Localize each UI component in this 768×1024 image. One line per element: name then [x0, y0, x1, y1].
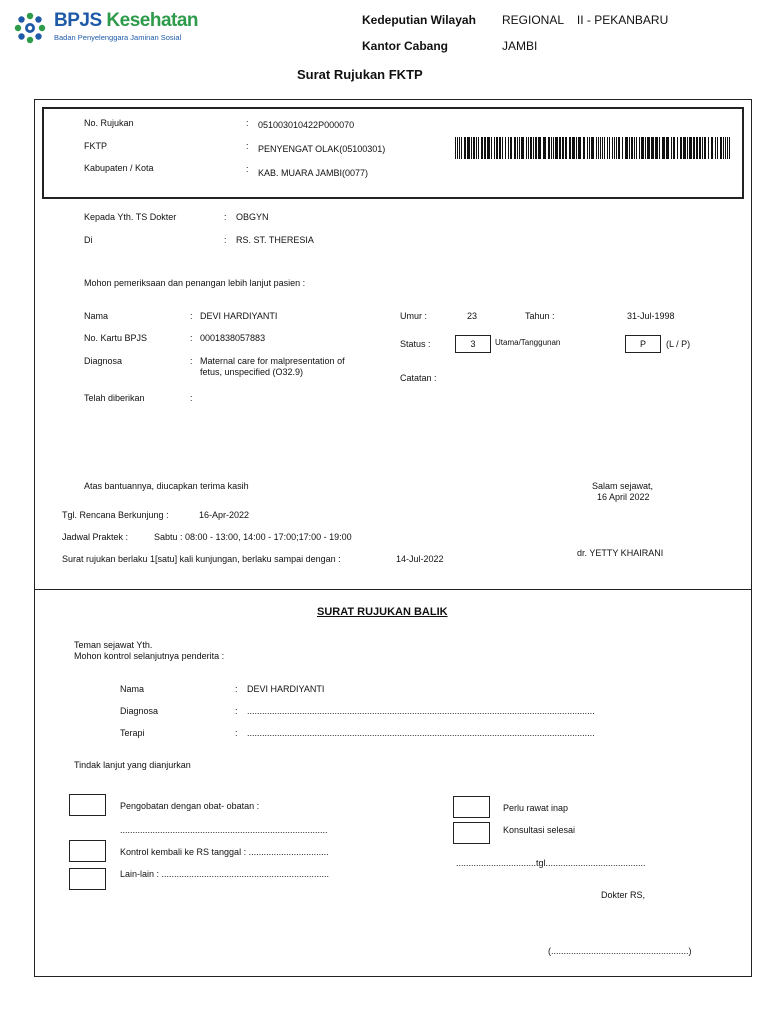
- lain-checkbox[interactable]: [69, 868, 106, 890]
- bpjs-logo-icon: [14, 12, 46, 44]
- kabupaten-label: Kabupaten / Kota: [84, 163, 154, 173]
- diagnosa-line2: fetus, unspecified (O32.9): [200, 367, 304, 377]
- barcode-bar: [702, 137, 703, 159]
- balik-diagnosa-dots: ...........................................................................................................................................: [247, 706, 595, 716]
- barcode-bar: [600, 137, 601, 159]
- barcode-bar: [464, 137, 466, 159]
- colon: :: [190, 311, 193, 321]
- barcode-bar: [461, 137, 462, 159]
- barcode-bar: [502, 137, 503, 159]
- thanks-text: Atas bantuannya, diucapkan terima kasih: [84, 481, 249, 491]
- barcode-bar: [612, 137, 613, 159]
- section-divider: [34, 589, 751, 590]
- konsultasi-checkbox[interactable]: [453, 822, 490, 844]
- barcode-bar: [683, 137, 686, 159]
- barcode-bar: [562, 137, 564, 159]
- barcode-bar: [519, 137, 520, 159]
- colon: :: [190, 333, 193, 343]
- barcode-bar: [543, 137, 546, 159]
- barcode-bar: [645, 137, 646, 159]
- barcode-bar: [591, 137, 594, 159]
- no-rujukan-value: 05100301042​2P000070: [258, 120, 355, 130]
- tgl-line: ................................tgl........................................: [456, 858, 646, 868]
- barcode-bar: [499, 137, 501, 159]
- salam-text: Salam sejawat,: [592, 481, 654, 491]
- barcode-bar: [481, 137, 483, 159]
- barcode-bar: [528, 137, 529, 159]
- kontrol-label: Kontrol kembali ke RS tanggal : ................................: [120, 847, 329, 857]
- barcode-bar: [687, 137, 688, 159]
- nama-label: Nama: [84, 311, 109, 321]
- balik-greet2: Mohon kontrol selanjutnya penderita :: [74, 651, 225, 661]
- request-text: Mohon pemeriksaan dan penangan lebih lanjut pasien :: [84, 278, 306, 288]
- jadwal-value: Sabtu : 08:00 - 13:00, 14:00 - 17:00;17:00 - 19:00: [154, 532, 352, 542]
- cabang-label: Kantor Cabang: [362, 39, 449, 53]
- bpjs-logo: [14, 10, 204, 46]
- barcode-bar: [467, 137, 470, 159]
- barcode-bar: [471, 137, 472, 159]
- gender-box: P: [625, 335, 661, 353]
- wilayah-label: Kedeputian Wilayah: [362, 13, 476, 27]
- rawat-inap-label: Perlu rawat inap: [503, 803, 569, 813]
- barcode-bar: [533, 137, 534, 159]
- barcode-bar: [634, 137, 635, 159]
- barcode-bar: [659, 137, 660, 159]
- barcode-bar: [607, 137, 608, 159]
- logo-title: BPJS Kesehatan: [54, 10, 199, 31]
- barcode-bar: [530, 137, 532, 159]
- status-label: Status :: [400, 339, 431, 349]
- barcode-bar: [559, 137, 561, 159]
- lain-label: Lain-lain : ...................................................................: [120, 869, 330, 879]
- barcode-bar: [496, 137, 498, 159]
- barcode-bar: [572, 137, 575, 159]
- barcode-bar: [484, 137, 486, 159]
- barcode-bar: [704, 137, 706, 159]
- barcode-bar: [708, 137, 709, 159]
- umur-label: Umur :: [400, 311, 427, 321]
- barcode-bar: [514, 137, 516, 159]
- cabang-value: JAMBI: [502, 39, 538, 53]
- obat-label: Pengobatan dengan obat- obatan :: [120, 801, 260, 811]
- rencana-label: Tgl. Rencana Berkunjung :: [62, 510, 169, 520]
- barcode-bar: [651, 137, 654, 159]
- colon: :: [190, 356, 193, 366]
- barcode-bar: [641, 137, 644, 159]
- barcode-bar: [609, 137, 610, 159]
- barcode-bar: [677, 137, 678, 159]
- barcode-bar: [639, 137, 640, 159]
- rencana-value: 16-Apr-2022: [199, 510, 250, 520]
- barcode-bar: [727, 137, 728, 159]
- balik-diagnosa-label: Diagnosa: [120, 706, 159, 716]
- barcode-bar: [517, 137, 518, 159]
- barcode-bar: [614, 137, 615, 159]
- obat-checkbox[interactable]: [69, 794, 106, 816]
- di-value: RS. ST. THERESIA: [236, 235, 314, 245]
- konsultasi-label: Konsultasi selesai: [503, 825, 576, 835]
- colon: :: [235, 684, 238, 694]
- signature-line: (.......................................................): [548, 946, 692, 956]
- barcode-bar: [636, 137, 637, 159]
- barcode-bar: [553, 137, 554, 159]
- rawat-inap-checkbox[interactable]: [453, 796, 490, 818]
- berlaku-value: 14-Jul-2022: [396, 554, 444, 564]
- barcode-bar: [696, 137, 698, 159]
- barcode-bar: [565, 137, 567, 159]
- balik-terapi-label: Terapi: [120, 728, 145, 738]
- barcode-bar: [576, 137, 577, 159]
- colon: :: [235, 728, 238, 738]
- barcode-bar: [569, 137, 571, 159]
- barcode-bar: [717, 137, 718, 159]
- barcode-bar: [491, 137, 492, 159]
- fktp-value: PENYENGAT OLAK(05100301): [258, 144, 386, 154]
- no-rujukan-label: No. Rujukan: [84, 118, 134, 128]
- barcode-bar: [583, 137, 585, 159]
- barcode-bar: [473, 137, 475, 159]
- barcode-bar: [720, 137, 722, 159]
- balik-title: SURAT RUJUKAN BALIK: [317, 606, 448, 618]
- document-frame: [34, 99, 752, 977]
- diagnosa-line1: Maternal care for malpresentation of: [200, 356, 345, 366]
- telah-label: Telah diberikan: [84, 393, 145, 403]
- barcode-bar: [589, 137, 590, 159]
- barcode-bar: [647, 137, 650, 159]
- tahun-label: Tahun :: [525, 311, 555, 321]
- barcode-bar: [616, 137, 617, 159]
- kabupaten-value: KAB. MUARA JAMBI(0077): [258, 168, 369, 178]
- catatan-label: Catatan :: [400, 373, 437, 383]
- colon: :: [224, 212, 227, 222]
- barcode-bar: [671, 137, 672, 159]
- colon: :: [246, 141, 249, 151]
- barcode-bar: [494, 137, 495, 159]
- barcode-bar: [476, 137, 477, 159]
- barcode-bar: [535, 137, 537, 159]
- colon: :: [235, 706, 238, 716]
- barcode-bar: [555, 137, 558, 159]
- barcode-bar: [459, 137, 460, 159]
- status-desc: Utama/Tanggunan: [495, 338, 561, 347]
- tahun-value: 31-Jul-1998: [627, 311, 675, 321]
- barcode-bar: [510, 137, 512, 159]
- barcode-bar: [505, 137, 506, 159]
- barcode-bar: [521, 137, 524, 159]
- barcode-bar: [487, 137, 490, 159]
- di-label: Di: [84, 235, 93, 245]
- tindak-lanjut-text: Tindak lanjut yang dianjurkan: [74, 760, 191, 770]
- barcode-image: [455, 137, 732, 159]
- barcode-bar: [715, 137, 716, 159]
- jadwal-label: Jadwal Praktek :: [62, 532, 129, 542]
- barcode-bar: [699, 137, 701, 159]
- colon: :: [190, 393, 193, 403]
- berlaku-label: Surat rujukan berlaku 1[satu] kali kunjungan, berlaku sampai dengan :: [62, 554, 341, 564]
- balik-nama-label: Nama: [120, 684, 145, 694]
- barcode-bar: [666, 137, 669, 159]
- barcode-bar: [457, 137, 458, 159]
- umur-value: 23: [467, 311, 478, 321]
- document-title: Surat Rujukan FKTP: [297, 67, 423, 82]
- barcode-bar: [689, 137, 692, 159]
- barcode-bar: [673, 137, 675, 159]
- obat-dots: ...................................................................................: [120, 825, 328, 835]
- barcode-bar: [725, 137, 726, 159]
- kepada-label: Kepada Yth. TS Dokter: [84, 212, 177, 222]
- barcode-bar: [602, 137, 603, 159]
- barcode-bar: [662, 137, 665, 159]
- barcode-bar: [526, 137, 527, 159]
- barcode-bar: [548, 137, 550, 159]
- balik-greet1: Teman sejawat Yth.: [74, 640, 153, 650]
- kartu-value: 0001838057883: [200, 333, 266, 343]
- kepada-value: OBGYN: [236, 212, 269, 222]
- barcode-bar: [680, 137, 682, 159]
- nama-value: DEVI HARDIYANTI: [200, 311, 278, 321]
- barcode-bar: [618, 137, 620, 159]
- kontrol-checkbox[interactable]: [69, 840, 106, 862]
- barcode-bar: [629, 137, 630, 159]
- gender-desc: (L / P): [666, 339, 691, 349]
- fktp-label: FKTP: [84, 141, 108, 151]
- barcode-bar: [598, 137, 599, 159]
- barcode-bar: [578, 137, 581, 159]
- barcode-bar: [631, 137, 633, 159]
- barcode-bar: [729, 137, 730, 159]
- barcode-bar: [625, 137, 628, 159]
- barcode-bar: [655, 137, 658, 159]
- letter-date: 16 April 2022: [597, 492, 650, 502]
- colon: :: [246, 164, 249, 174]
- dokter-rs-label: Dokter RS,: [601, 890, 646, 900]
- diagnosa-label: Diagnosa: [84, 356, 123, 366]
- status-box: 3: [455, 335, 491, 353]
- kartu-label: No. Kartu BPJS: [84, 333, 148, 343]
- barcode-bar: [693, 137, 695, 159]
- barcode-bar: [551, 137, 552, 159]
- barcode-bar: [587, 137, 588, 159]
- barcode-bar: [478, 137, 479, 159]
- colon: :: [246, 118, 249, 128]
- colon: :: [224, 235, 227, 245]
- barcode-bar: [723, 137, 724, 159]
- wilayah-value: REGIONAL II - PEKANBARU: [502, 13, 669, 27]
- logo-subtitle: Badan Penyelenggara Jaminan Sosial: [54, 33, 182, 42]
- barcode-bar: [508, 137, 509, 159]
- barcode-bar: [596, 137, 597, 159]
- barcode-bar: [538, 137, 541, 159]
- barcode-bar: [604, 137, 605, 159]
- barcode-bar: [622, 137, 623, 159]
- balik-nama-value: DEVI HARDIYANTI: [247, 684, 325, 694]
- barcode-bar: [455, 137, 456, 159]
- barcode-bar: [711, 137, 713, 159]
- balik-terapi-dots: ...........................................................................................................................................: [247, 728, 595, 738]
- doctor-name: dr. YETTY KHAIRANI: [577, 548, 664, 558]
